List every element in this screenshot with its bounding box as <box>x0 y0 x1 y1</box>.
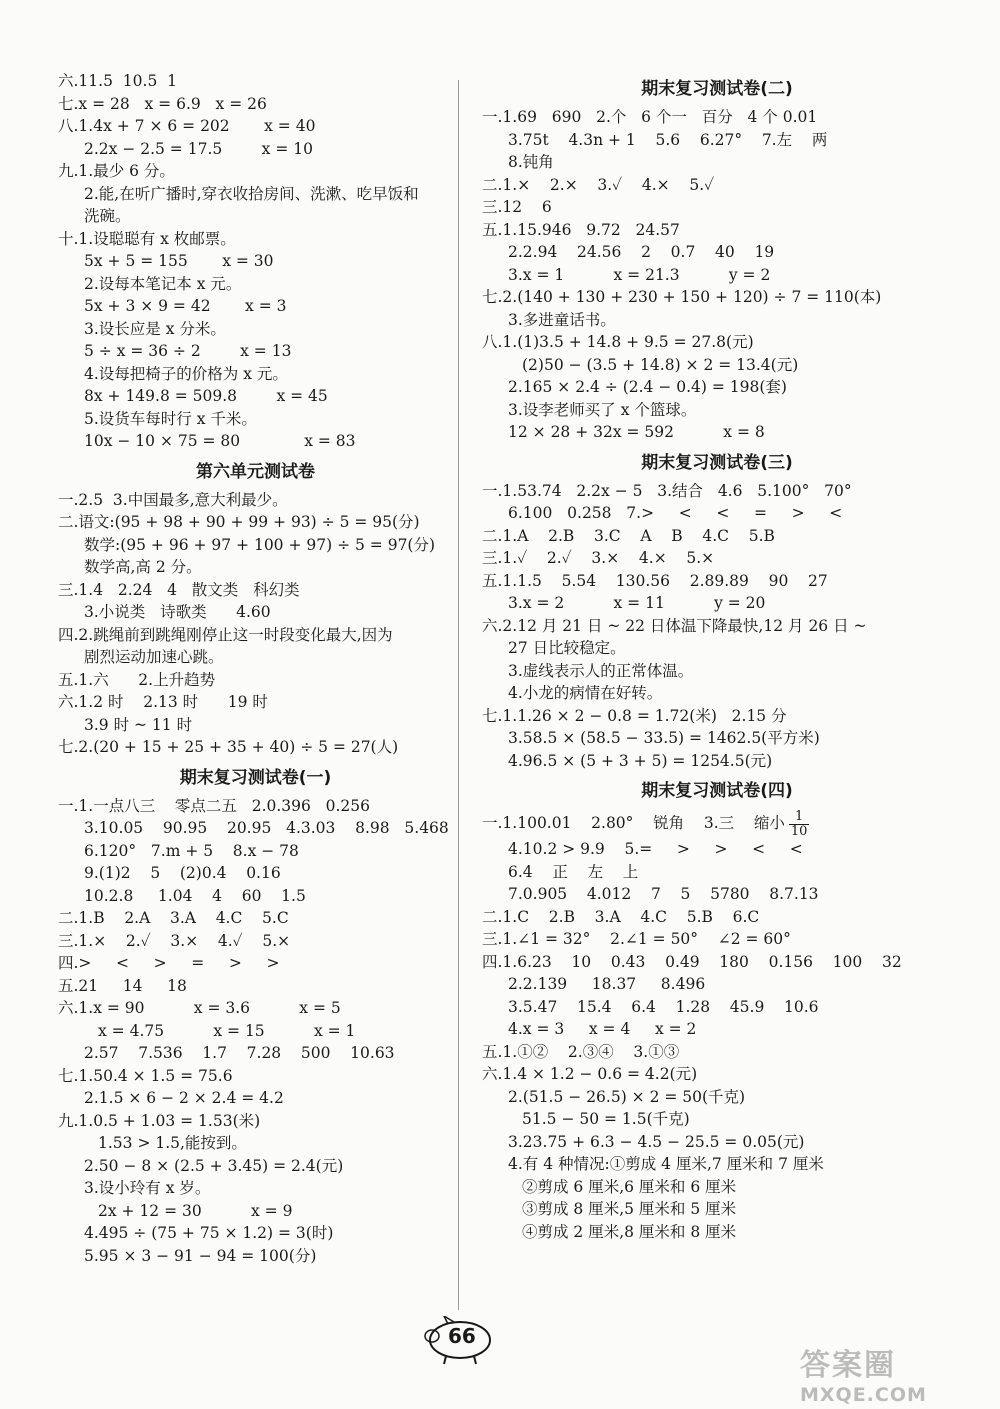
answer-text: 2.2x − 2.5 = 17.5 x = 10 <box>84 139 313 158</box>
answer-text: 2.(51.5 − 26.5) × 2 = 50(千克) <box>508 1087 746 1106</box>
answer-line <box>482 1086 952 1109</box>
answer-line <box>482 1153 952 1176</box>
answer-line <box>482 1041 952 1064</box>
answer-line <box>58 1222 453 1245</box>
answer-text: 4.495 ÷ (75 + 75 × 1.2) = 3(时) <box>84 1224 334 1242</box>
answer-line <box>482 1108 952 1131</box>
answer-text: 九.1.0.5 + 1.03 = 1.53(米) <box>58 1111 261 1130</box>
answer-text: x = 4.75 x = 15 x = 1 <box>98 1021 356 1040</box>
answer-text: ③剪成 8 厘米,5 厘米和 5 厘米 <box>522 1200 737 1218</box>
answer-line <box>482 129 952 152</box>
answer-line <box>58 997 453 1020</box>
answer-text: ④剪成 2 厘米,8 厘米和 8 厘米 <box>522 1222 737 1241</box>
answer-line <box>482 660 952 683</box>
answer-text: 7.0.905 4.012 7 5 5780 8.7.13 <box>508 885 819 903</box>
answer-text: 五.1.①② 2.③④ 3.①③ <box>482 1042 680 1061</box>
answer-text: 1.53 > 1.5,能按到。 <box>98 1134 247 1152</box>
answer-text: 3.10.05 90.95 20.95 4.3.03 8.98 5.468 <box>84 819 449 837</box>
answer-text: 一.1.53.74 2.2x − 5 3.结合 4.6 5.100° 70° <box>482 481 852 500</box>
answer-line <box>58 975 453 998</box>
answer-line <box>58 601 453 624</box>
answer-text: 八.1.(1)3.5 + 14.8 + 9.5 = 27.8(元) <box>482 333 754 351</box>
answer-text: 六.2.12 月 21 日 ~ 22 日体温下降最快,12 月 26 日 ~ <box>482 616 867 635</box>
answer-line <box>482 1198 952 1221</box>
answer-text: 5 ÷ x = 36 ÷ 2 x = 13 <box>84 342 292 360</box>
answer-text: 3.5.47 15.4 6.4 1.28 45.9 10.6 <box>508 997 819 1016</box>
answer-text: 6.120° 7.m + 5 8.x − 78 <box>84 841 299 860</box>
answer-line <box>58 736 453 759</box>
answer-text: 2.50 − 8 × (2.5 + 3.45) = 2.4(元) <box>84 1156 344 1175</box>
answer-line <box>58 952 453 975</box>
answer-text: 数学:(95 + 96 + 97 + 100 + 97) ÷ 5 = 97(分) <box>84 535 436 554</box>
answer-line <box>482 480 952 503</box>
answer-text: 二.语文:(95 + 98 + 90 + 99 + 93) ÷ 5 = 95(分) <box>58 513 420 531</box>
column-divider <box>458 80 459 1310</box>
answer-line <box>58 273 453 296</box>
answer-line <box>482 547 952 570</box>
answer-line <box>58 534 453 557</box>
answer-text: 3.设小玲有 x 岁。 <box>84 1179 211 1197</box>
section-heading: 期末复习测试卷(一) <box>179 767 332 788</box>
answer-line <box>482 592 952 615</box>
answer-text: 一.1.一点八三 零点二五 2.0.396 0.256 <box>58 796 371 815</box>
answer-text: 三.1.∠1 = 32° 2.∠1 = 50° ∠2 = 60° <box>482 930 791 948</box>
answer-line <box>58 408 453 431</box>
answer-line <box>482 727 952 750</box>
answer-text: 4.有 4 种情况:①剪成 4 厘米,7 厘米和 7 厘米 <box>508 1155 824 1173</box>
answer-text: 三.1.✓ 2.✓ 3.× 4.× 5.× <box>482 549 715 567</box>
answer-line <box>482 399 952 422</box>
answer-text: 2.2.94 24.56 2 0.7 40 19 <box>508 243 775 261</box>
answer-line <box>482 421 952 444</box>
answer-line <box>482 1131 952 1154</box>
answer-text: 5x + 5 = 155 x = 30 <box>84 252 274 270</box>
answer-line <box>482 883 952 906</box>
answer-line <box>58 1155 453 1178</box>
answer-line <box>482 1063 952 1086</box>
answer-text: 5.设货车每时行 x 千米。 <box>84 409 257 428</box>
answer-text: 数学高,高 2 分。 <box>84 558 202 576</box>
answer-line <box>482 106 952 129</box>
answer-text: 2.57 7.536 1.7 7.28 500 10.63 <box>84 1044 395 1062</box>
answer-text: 12 × 28 + 32x = 592 x = 8 <box>508 423 765 441</box>
answer-text: 5x + 3 × 9 = 42 x = 3 <box>84 297 287 315</box>
answer-line <box>58 295 453 318</box>
section-heading: 期末复习测试卷(三) <box>641 452 793 473</box>
answer-text: 七.1.1.26 × 2 − 0.8 = 1.72(米) 2.15 分 <box>482 706 787 725</box>
answer-line <box>58 363 453 386</box>
answer-text: 四.2.跳绳前到跳绳刚停止这一时段变化最大,因为 <box>58 625 393 644</box>
answer-line <box>58 318 453 341</box>
answer-text: 8.钝角 <box>508 153 554 171</box>
answer-line <box>58 511 453 534</box>
answer-line <box>482 502 952 525</box>
answer-text: 3.x = 2 x = 11 y = 20 <box>508 594 766 612</box>
answer-line <box>58 624 453 647</box>
answer-line <box>482 376 952 399</box>
answer-line <box>58 228 453 251</box>
section-heading: 期末复习测试卷(二) <box>641 79 793 99</box>
answer-line <box>482 1221 952 1244</box>
answer-text: 2.能,在听广播时,穿衣收拾房间、洗漱、吃早饭和 <box>84 184 419 203</box>
answer-line <box>58 556 453 579</box>
answer-line <box>482 615 952 638</box>
answer-line <box>58 862 453 885</box>
answer-line <box>482 928 952 951</box>
answer-line <box>482 1176 952 1199</box>
answer-text: 2.1.5 × 6 − 2 × 2.4 = 4.2 <box>84 1089 284 1107</box>
answer-line <box>58 817 453 840</box>
answer-line <box>482 682 952 705</box>
answer-text: 10x − 10 × 75 = 80 x = 83 <box>84 432 356 450</box>
answer-text: 六.1.2 时 2.13 时 19 时 <box>58 693 268 711</box>
answer-line <box>58 138 453 161</box>
answer-text: 九.1.最少 6 分。 <box>58 162 175 180</box>
answer-text: 3.虚线表示人的正常体温。 <box>508 661 694 680</box>
answer-line <box>482 525 952 548</box>
answer-text: 8x + 149.8 = 509.8 x = 45 <box>84 387 328 405</box>
watermark-line2: MXQE.COM <box>800 1384 927 1406</box>
answer-text: 七.x = 28 x = 6.9 x = 26 <box>58 94 267 113</box>
watermark-logo <box>800 1340 990 1404</box>
answer-line <box>482 570 952 593</box>
answer-line <box>58 340 453 363</box>
answer-line <box>482 264 952 287</box>
answer-text: 4.小龙的病情在好转。 <box>508 684 663 702</box>
answer-text: 二.1.C 2.B 3.A 4.C 5.B 6.C <box>482 907 760 926</box>
answer-line <box>482 906 952 929</box>
answer-text: (2)50 − (3.5 + 14.8) × 2 = 13.4(元) <box>522 355 799 374</box>
answer-line <box>482 996 952 1019</box>
answer-text: 2.165 × 2.4 ÷ (2.4 − 0.4) = 198(套) <box>508 378 787 396</box>
answer-text: 6.4 正 左 上 <box>508 862 639 881</box>
answer-text: 3.设长应是 x 分米。 <box>84 319 226 338</box>
page-number: 66 <box>448 1324 476 1348</box>
answer-line <box>482 174 952 197</box>
answer-line <box>58 907 453 930</box>
answer-text: 六.1.x = 90 x = 3.6 x = 5 <box>58 999 341 1017</box>
answer-text: 4.设每把椅子的价格为 x 元。 <box>84 364 288 383</box>
answer-text: 七.1.50.4 × 1.5 = 75.6 <box>58 1066 233 1085</box>
answer-text: 3.58.5 × (58.5 − 33.5) = 1462.5(平方米) <box>508 729 820 747</box>
answer-line <box>482 973 952 996</box>
answer-line <box>482 331 952 354</box>
answer-line <box>58 885 453 908</box>
answer-line <box>58 1132 453 1155</box>
answer-line <box>58 250 453 273</box>
answer-text: 27 日比较稳定。 <box>508 639 626 657</box>
answer-text: 五.1.1.5 5.54 130.56 2.89.89 90 27 <box>482 571 828 590</box>
answer-line <box>482 861 952 884</box>
answer-text: 2.设每本笔记本 x 元。 <box>84 274 242 293</box>
answer-line <box>58 579 453 602</box>
answer-text: 3.设李老师买了 x 个篮球。 <box>508 400 697 419</box>
fraction <box>789 810 810 839</box>
answer-line <box>58 489 453 512</box>
answer-line <box>58 646 453 669</box>
answer-line <box>482 309 952 332</box>
answer-text: 六.1.4 × 1.2 − 0.6 = 4.2(元) <box>482 1065 698 1083</box>
answer-line <box>58 183 453 206</box>
answer-line <box>58 1110 453 1133</box>
answer-text: 2x + 12 = 30 x = 9 <box>98 1201 293 1220</box>
answer-line <box>58 930 453 953</box>
answer-line <box>58 669 453 692</box>
answer-text: 5.95 × 3 − 91 − 94 = 100(分) <box>84 1246 317 1265</box>
answer-text: 一.2.5 3.中国最多,意大利最少。 <box>58 490 288 509</box>
answer-text: 3.75t 4.3n + 1 5.6 6.27° 7.左 两 <box>508 130 828 149</box>
answer-line <box>58 160 453 183</box>
answer-line <box>58 1177 453 1200</box>
answer-text: 二.1.B 2.A 3.A 4.C 5.C <box>58 909 289 927</box>
answer-line <box>58 1020 453 1043</box>
answer-text: 10.2.8 1.04 4 60 1.5 <box>84 886 306 905</box>
answer-text: 八.1.4x + 7 × 6 = 202 x = 40 <box>58 117 316 135</box>
answer-text: 六.11.5 10.5 1 <box>58 72 178 90</box>
answer-text: 七.2.(20 + 15 + 25 + 35 + 40) ÷ 5 = 27(人) <box>58 738 399 756</box>
answer-line <box>482 750 952 773</box>
answer-text: 二.1.A 2.B 3.C A B 4.C 5.B <box>482 526 775 545</box>
answer-line <box>482 286 952 309</box>
section-heading: 第六单元测试卷 <box>196 461 315 482</box>
answer-line <box>58 205 453 228</box>
answer-line <box>58 1065 453 1088</box>
answer-line <box>58 1245 453 1268</box>
answer-line <box>482 219 952 242</box>
answer-line <box>482 637 952 660</box>
answer-line <box>58 430 453 453</box>
answer-line <box>482 241 952 264</box>
answer-line <box>482 705 952 728</box>
answer-line <box>482 808 952 838</box>
answer-text: 五.1.15.946 9.72 24.57 <box>482 220 680 239</box>
answer-line <box>482 1018 952 1041</box>
answer-text: 6.100 0.258 7.> < < = > < <box>508 504 843 522</box>
answer-text: 二.1.× 2.× 3.✓ 4.× 5.✓ <box>482 175 715 194</box>
answer-text: 2.2.139 18.37 8.496 <box>508 975 706 993</box>
answer-text: ②剪成 6 厘米,6 厘米和 6 厘米 <box>522 1177 737 1196</box>
answer-line <box>58 840 453 863</box>
right-column <box>482 70 952 1243</box>
answer-line <box>58 115 453 138</box>
answer-text: 洗碗。 <box>84 207 131 225</box>
answer-text: 剧烈运动加速心跳。 <box>84 648 224 666</box>
page-number-badge <box>418 1316 498 1366</box>
answer-line <box>58 1042 453 1065</box>
answer-text: 3.小说类 诗歌类 4.60 <box>84 603 271 621</box>
answer-text: 一.1.69 690 2.个 6 个一 百分 4 个 0.01 <box>482 108 818 126</box>
answer-text: 51.5 − 50 = 1.5(千克) <box>522 1110 690 1128</box>
answer-text: 3.x = 1 x = 21.3 y = 2 <box>508 265 771 284</box>
answer-line <box>58 93 453 116</box>
answer-text: 十.1.设聪聪有 x 枚邮票。 <box>58 229 236 248</box>
answer-line <box>58 1200 453 1223</box>
answer-line <box>482 151 952 174</box>
fraction-denominator: 10 <box>790 823 808 839</box>
answer-line <box>58 795 453 818</box>
answer-line <box>482 196 952 219</box>
answer-line <box>58 385 453 408</box>
answer-text: 五.1.六 2.上升趋势 <box>58 670 216 689</box>
answer-text: 四.> < > = > > <box>58 954 280 972</box>
answer-text: 4.96.5 × (5 + 3 + 5) = 1254.5(元) <box>508 751 773 770</box>
answer-line <box>482 354 952 377</box>
watermark-line1: 答案圈 <box>800 1348 896 1383</box>
answer-line <box>58 1087 453 1110</box>
fraction-numerator: 1 <box>789 810 810 825</box>
answer-text: 4.x = 3 x = 4 x = 2 <box>508 1020 697 1038</box>
answer-text: 三.1.4 2.24 4 散文类 科幻类 <box>58 580 300 599</box>
answer-text: 3.9 时 ~ 11 时 <box>84 715 193 734</box>
answer-line <box>482 838 952 861</box>
answer-text: 四.1.6.23 10 0.43 0.49 180 0.156 100 32 <box>482 952 902 971</box>
answer-line <box>58 691 453 714</box>
answer-text: 3.多进童话书。 <box>508 310 616 329</box>
answer-text: 3.23.75 + 6.3 − 4.5 − 25.5 = 0.05(元) <box>508 1132 805 1151</box>
answer-text: 三.12 6 <box>482 198 552 216</box>
answer-line <box>482 951 952 974</box>
answer-text: 4.10.2 > 9.9 5.= > > < < <box>508 840 803 858</box>
answer-text: 七.2.(140 + 130 + 230 + 150 + 120) ÷ 7 = 110(本) <box>482 288 882 306</box>
left-column <box>58 70 453 1267</box>
answer-text: 9.(1)2 5 (2)0.4 0.16 <box>84 864 281 882</box>
answer-text: 一.1.100.01 2.80° 锐角 3.三 缩小 <box>482 814 785 832</box>
answer-text: 五.21 14 18 <box>58 976 187 995</box>
answer-line <box>58 70 453 93</box>
answer-text: 三.1.× 2.✓ 3.× 4.✓ 5.× <box>58 931 291 950</box>
section-heading: 期末复习测试卷(四) <box>641 781 793 801</box>
answer-line <box>58 714 453 737</box>
